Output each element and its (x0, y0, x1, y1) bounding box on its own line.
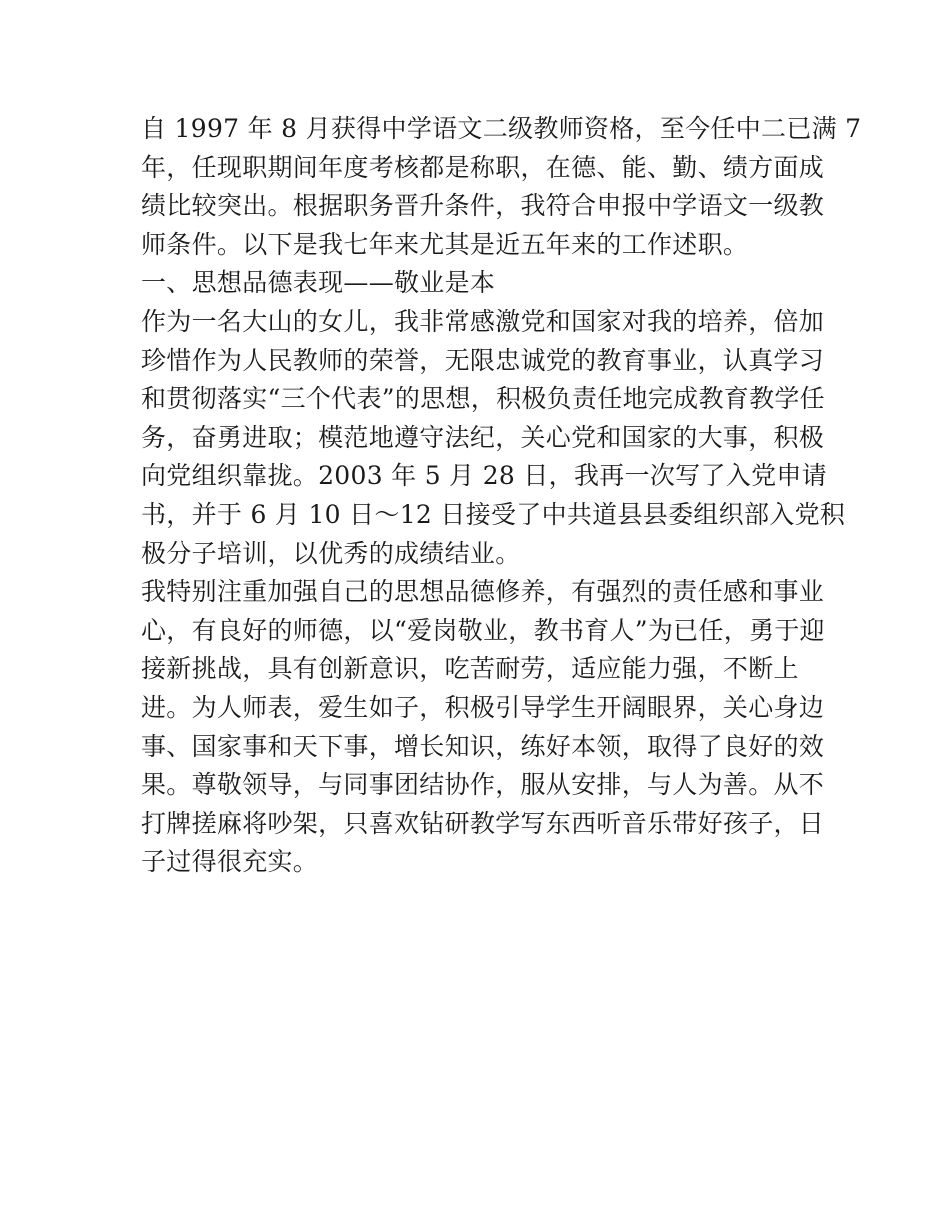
section-heading: 一、思想品德表现——敬业是本 (141, 268, 496, 298)
text-line: 子过得很充实。 (141, 847, 319, 877)
text-line: 书，并于 6 月 10 日～12 日接受了中共道县县委组织部入党积 (141, 499, 846, 529)
text-line: 自 1997 年 8 月获得中学语文二级教师资格，至今任中二已满 7 (141, 114, 862, 143)
text-line: 打牌搓麻将吵架，只喜欢钻研教学写东西听音乐带好孩子，日 (141, 808, 825, 838)
text-line: 绩比较突出。根据职务晋升条件，我符合申报中学语文一级教 (141, 191, 825, 221)
text-line: 事、国家事和天下事，增长知识，练好本领，取得了良好的效 (141, 731, 825, 761)
text-line: 年，任现职期间年度考核都是称职，在德、能、勤、绩方面成 (141, 152, 825, 182)
text-line: 果。尊敬领导，与同事团结协作，服从安排，与人为善。从不 (141, 770, 825, 800)
text-line: 师条件。以下是我七年来尤其是近五年来的工作述职。 (141, 229, 749, 259)
text-line: 我特别注重加强自己的思想品德修养，有强烈的责任感和事业 (141, 577, 825, 607)
text-line: 务，奋勇进取；模范地遵守法纪，关心党和国家的大事，积极 (141, 422, 825, 452)
text-line: 向党组织靠拢。2003 年 5 月 28 日，我再一次写了入党申请 (141, 461, 827, 491)
text-line: 进。为人师表，爱生如子，积极引导学生开阔眼界，关心身边 (141, 692, 825, 722)
text-line: 极分子培训，以优秀的成绩结业。 (141, 538, 521, 568)
text-line: 作为一名大山的女儿，我非常感激党和国家对我的培养，倍加 (141, 306, 825, 336)
document-body (141, 110, 862, 882)
text-line: 心，有良好的师德，以“爱岗敬业，教书育人”为已任，勇于迎 (141, 615, 825, 645)
text-line: 珍惜作为人民教师的荣誉，无限忠诚党的教育事业，认真学习 (141, 345, 825, 375)
text-line: 和贯彻落实“三个代表”的思想，积极负责任地完成教育教学任 (141, 384, 825, 414)
text-line: 接新挑战，具有创新意识，吃苦耐劳，适应能力强，不断上 (141, 654, 799, 684)
